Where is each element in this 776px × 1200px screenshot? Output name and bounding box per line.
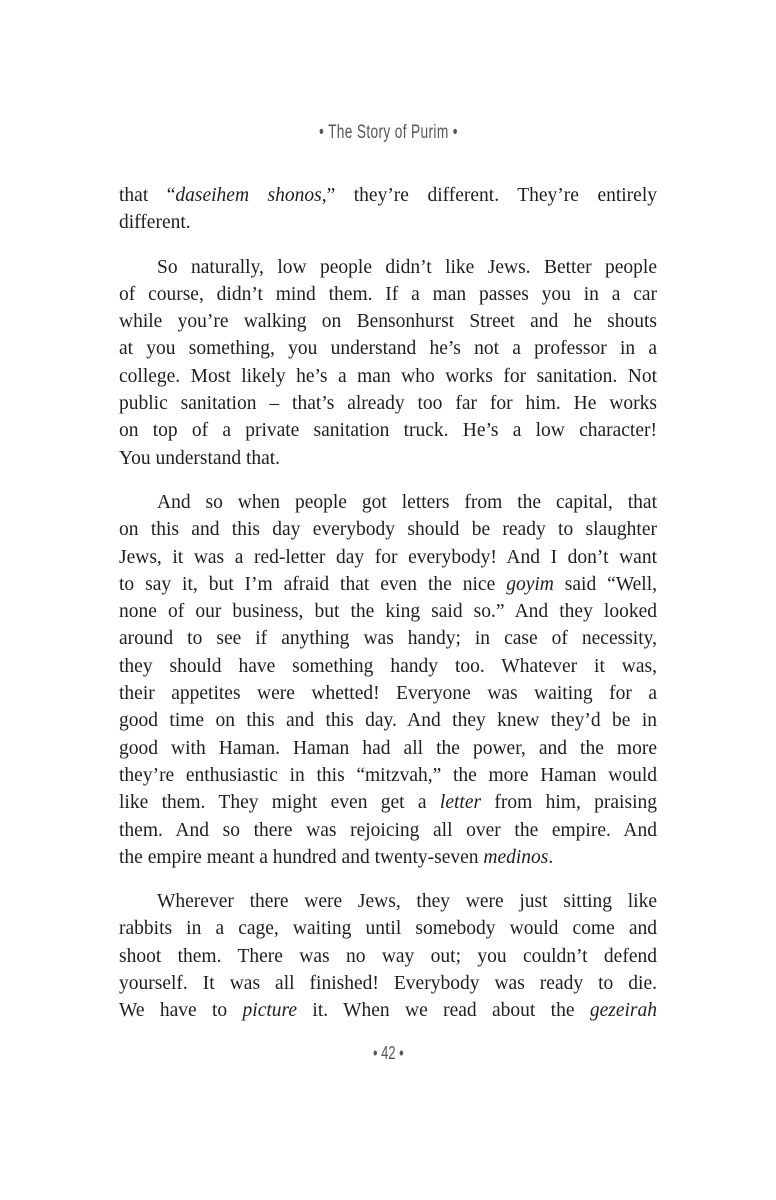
text-run: shoot them. There was no way out; you couldn’t defend [119, 945, 657, 967]
italic-text: daseihem shonos, [175, 185, 327, 206]
text-line [119, 653, 657, 680]
text-line [119, 789, 657, 816]
italic-text: picture [242, 1000, 298, 1022]
paragraph [119, 489, 657, 871]
text-run: around to see if anything was handy; in case of necessity, [119, 628, 657, 650]
text-run: of course, didn’t mind them. If a man passes you in a car [119, 283, 657, 305]
text-run: good with Haman. Haman had all the power, and the more [119, 737, 657, 759]
text-line [119, 997, 657, 1024]
text-line [119, 281, 657, 308]
text-run: Jews, it was a red-letter day for everybody! And I don’t want [119, 546, 657, 568]
text-line [119, 844, 657, 871]
text-run: from him, praising [481, 792, 657, 814]
text-run: like them. They might even get a [119, 792, 440, 814]
running-title: • The Story of Purim • [318, 122, 458, 143]
page-number: • 42 • [372, 1043, 404, 1063]
text-run: good time on this and this day. And they knew they’d be in [119, 710, 657, 732]
text-line [119, 209, 657, 236]
text-run: the empire meant a hundred and twenty-seven [119, 846, 484, 868]
text-run: rabbits in a cage, waiting until somebody would come and [119, 918, 657, 940]
italic-text: medinos [483, 846, 549, 868]
text-run: You understand that. [119, 447, 281, 469]
italic-text: goyim [506, 573, 554, 595]
text-line [119, 417, 657, 444]
text-line [119, 544, 657, 571]
text-run: said “Well, [553, 573, 658, 595]
italic-text: gezeirah [589, 1000, 657, 1022]
text-run: they should have something handy too. Whatever it was, [119, 655, 657, 677]
text-run: college. Most likely he’s a man who works for sanitation. Not [119, 365, 657, 387]
text-run: that “ [119, 185, 176, 206]
text-run: different. [119, 212, 191, 234]
text-run: So naturally, low people didn’t like Jews. Better people [157, 256, 657, 278]
text-line [119, 735, 657, 762]
text-line [119, 625, 657, 652]
text-run: it. When we read about the [297, 1000, 590, 1022]
text-line [119, 762, 657, 789]
running-header [0, 122, 776, 144]
paragraph [119, 254, 657, 472]
italic-text: letter [439, 792, 482, 814]
text-run: And so when people got letters from the capital, that [157, 491, 657, 513]
text-run: We have to [119, 1000, 243, 1022]
text-line [119, 970, 657, 997]
paragraph [119, 182, 657, 237]
text-line [119, 445, 657, 472]
text-line [119, 335, 657, 362]
text-run: at you something, you understand he’s not a professor in a [119, 338, 657, 360]
text-line [119, 707, 657, 734]
text-line [119, 943, 657, 970]
text-run: Wherever there were Jews, they were just sitting like [157, 891, 657, 913]
text-line [119, 680, 657, 707]
text-run: yourself. It was all finished! Everybody was ready to die. [119, 973, 657, 995]
text-run: to say it, but I’m afraid that even the nice [119, 573, 507, 595]
text-run: they’re enthusiastic in this “mitzvah,” the more Haman would [119, 764, 657, 786]
text-run: while you’re walking on Bensonhurst Street and he shouts [119, 311, 657, 333]
page-footer [0, 1043, 776, 1064]
text-line [119, 571, 657, 598]
text-run: on top of a private sanitation truck. He’s a low character! [119, 420, 657, 442]
paragraph [119, 888, 657, 1024]
text-line [119, 254, 657, 281]
text-line [119, 888, 657, 915]
text-run: public sanitation – that’s already too far for him. He works [119, 393, 657, 415]
body-text [119, 182, 657, 1042]
text-line [119, 390, 657, 417]
text-line [119, 489, 657, 516]
text-run: their appetites were whetted! Everyone was waiting for a [119, 683, 657, 705]
text-run: ” they’re different. They’re entirely [326, 185, 657, 206]
text-line [119, 598, 657, 625]
text-line [119, 817, 657, 844]
text-line [119, 182, 657, 209]
text-line [119, 308, 657, 335]
text-line [119, 516, 657, 543]
text-line [119, 915, 657, 942]
text-run: none of our business, but the king said so.” And they looked [119, 601, 657, 623]
text-run: . [548, 846, 554, 868]
text-run: on this and this day everybody should be ready to slaughter [119, 519, 657, 541]
text-run: them. And so there was rejoicing all over the empire. And [119, 819, 657, 841]
text-line [119, 363, 657, 390]
